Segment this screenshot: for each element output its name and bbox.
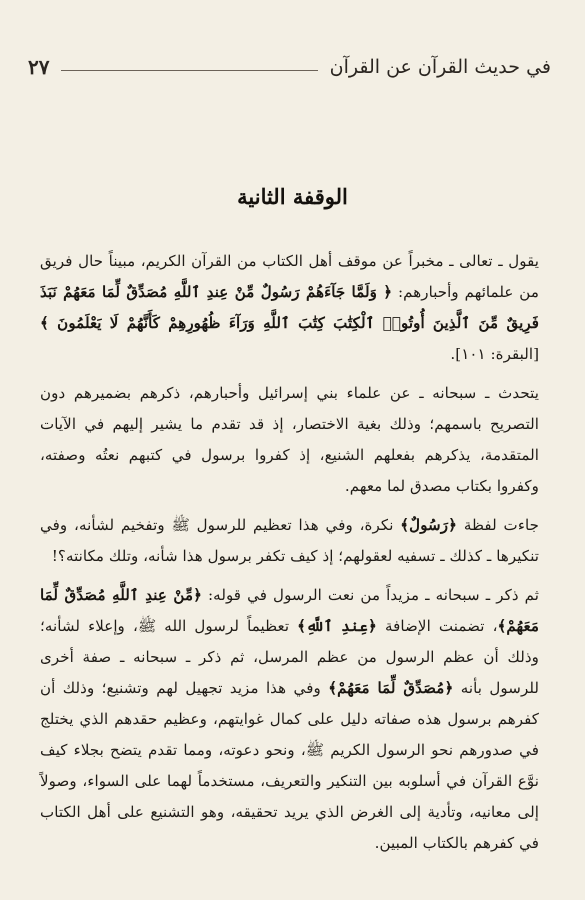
text-run: يتحدث ـ سبحانه ـ عن علماء بني إسرائيل وأحبارهم، ذكرهم بضميرهم دون التصريح باسمهم؛ وذلك بغية الاختصار، إذ قد تقدم ما يشير إليهم في الآيات المتقدمة، يذكرهم بفعلهم الشنيع، إذ كفروا برسول في كتبهم نعتُه وصفته، وكفروا بكتاب مصدق لما معهم. bbox=[40, 384, 539, 495]
header-rule bbox=[61, 70, 317, 71]
text-run: وفي هذا مزيد تجهيل لهم وتشنيع؛ وذلك أن كفرهم برسول هذه صفاته دليل على كمال غوايتهم، وعظيم حقدهم الذي يختلج في صدورهم نحو الرسول الكريم ﷺ، ونحو دعوته، ومما تقدم يتضح بجلاء كيف نوَّع القرآن في أسلوبه بين التنكير والتعريف، مستخدماً لهما على السواء، وصولاً إلى معانيه، وتأدية إلى الغرض الذي يريد تحقيقه، وهو التشنيع على أهل الكتاب في كفرهم بالكتاب المبين. bbox=[40, 679, 539, 852]
running-header bbox=[28, 50, 551, 84]
running-title: في حديث القرآن عن القرآن bbox=[329, 56, 551, 78]
section-heading: الوقفة الثانية bbox=[237, 184, 348, 209]
page-number: ٢٧ bbox=[28, 55, 50, 79]
quran-verse: ﴿ وَلَمَّا جَآءَهُمْ رَسُولٌ مِّنْ عِندِ ٱللَّهِ مُصَدِّقٌ لِّمَا مَعَهُمْ نَبَذَ فَرِيقٌ مِّنَ ٱلَّذِينَ أُوتُوا۟ ٱلْكِتَٰبَ كِتَٰبَ ٱللَّهِ وَرَآءَ ظُهُورِهِمْ كَأَنَّهُمْ لَا يَعْلَمُونَ ﴾ bbox=[40, 283, 539, 332]
text-run: ثم ذكر ـ سبحانه ـ مزيداً من نعت الرسول في قوله: bbox=[202, 586, 540, 604]
verse-reference: [البقرة: ١٠١]. bbox=[450, 345, 539, 363]
quran-word: ﴿رَسُولٌ﴾ bbox=[400, 516, 458, 534]
text-run: تعظيماً لرسول الله ﷺ، وإعلاء لشأنه؛ وذلك أن عظم الرسول من عظم المرسل، ثم ذكر ـ سبحانه ـ صفة أخرى للرسول بأنه bbox=[40, 617, 539, 697]
paragraph-1 bbox=[40, 246, 539, 370]
text-run: نكرة، وفي هذا تعظيم للرسول ﷺ وتفخيم لشأنه، وفي تنكيرها ـ كذلك ـ تسفيه لعقولهم؛ إذ كيف تكفر برسول هذا شأنه، وتلك مكانته؟! bbox=[40, 516, 539, 565]
text-run: يقول ـ تعالى ـ مخبراً عن موقف أهل الكتاب من القرآن الكريم، مبيناً حال فريق من علمائهم وأحبارهم: bbox=[40, 252, 539, 301]
quran-phrase: ﴿عِندِ ٱللَّهِ﴾ bbox=[297, 617, 377, 635]
body-text bbox=[40, 246, 539, 867]
text-run: ، تضمنت الإضافة bbox=[376, 617, 498, 635]
paragraph-4 bbox=[40, 580, 539, 859]
text-run: جاءت لفظة bbox=[457, 516, 539, 534]
quran-phrase: ﴿مِّنْ عِندِ ٱللَّهِ مُصَدِّقٌ لِّمَا مَعَهُمْ﴾ bbox=[40, 586, 540, 635]
quran-phrase: ﴿مُصَدِّقٌ لِّمَا مَعَهُمْ﴾ bbox=[328, 679, 454, 697]
paragraph-2 bbox=[40, 378, 539, 502]
paragraph-3 bbox=[40, 510, 539, 572]
